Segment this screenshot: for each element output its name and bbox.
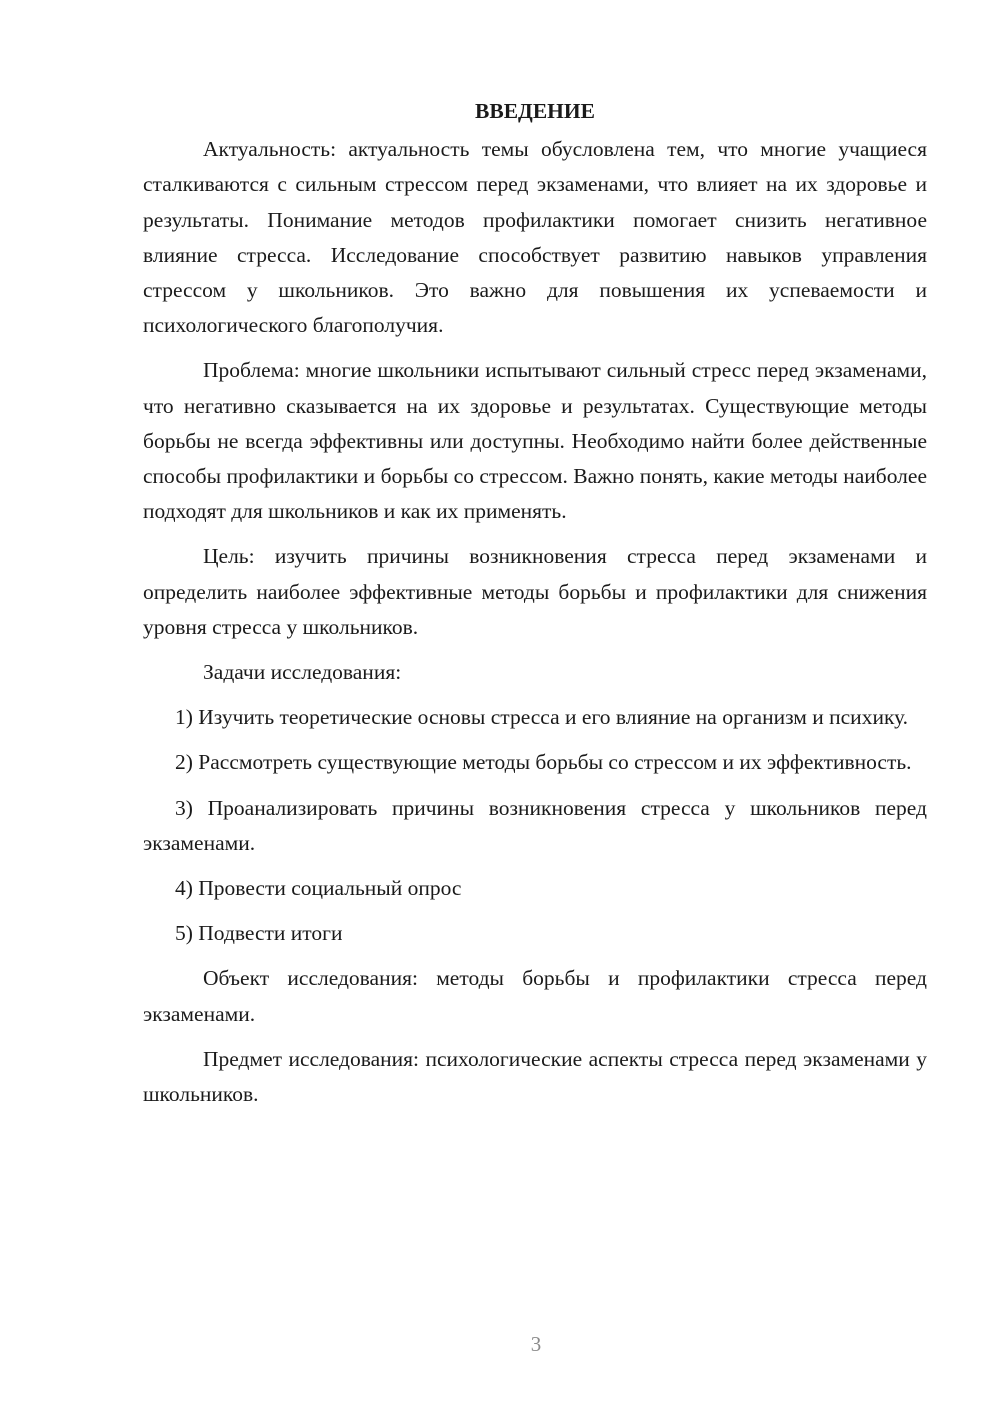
object-paragraph: Объект исследования: методы борьбы и профилактики стресса перед экзаменами. [143,966,927,1026]
page-number: 3 [530,1332,542,1356]
tasks-title: Задачи исследования: [203,660,402,685]
subject-paragraph: Предмет исследования: психологические аспекты стресса перед экзаменами у школьников. [143,1046,927,1107]
goal-paragraph: Цель: изучить причины возникновения стресса перед экзаменами и определить наиболее эффективные методы борьбы и профилактики для снижения уровня стресса у школьников. [143,544,927,639]
page-content [143,94,927,1122]
task-item: 5) Подвести итоги [175,921,343,946]
relevance-paragraph: Актуальность: актуальность темы обусловлена тем, что многие учащиеся сталкиваются с сильным стрессом перед экзаменами, что влияет на их здоровье и результаты. Понимание методов профилактики помогает снизить негативное влияние стресса. Исследование способствует развитию навыков управления стрессом у школьников. Это важно для повышения их успеваемости и психологического благополучия. [143,137,927,338]
section-heading: ВВЕДЕНИЕ [475,99,595,123]
task-item: 4) Провести социальный опрос [175,876,462,901]
task-item: 2) Рассмотреть существующие методы борьбы со стрессом и их эффективность. [175,750,912,775]
problem-paragraph: Проблема: многие школьники испытывают сильный стресс перед экзаменами, что негативно сказывается на их здоровье и результатах. Существующие методы борьбы не всегда эффективны или доступны. Необходимо найти более действенные способы профилактики и борьбы со стрессом. Важно понять, какие методы наиболее подходят для школьников и как их применять. [143,358,927,524]
task-item: 3) Проанализировать причины возникновения стресса у школьников перед экзаменами. [143,795,927,855]
task-item: 1) Изучить теоретические основы стресса и его влияние на организм и психику. [175,705,909,730]
